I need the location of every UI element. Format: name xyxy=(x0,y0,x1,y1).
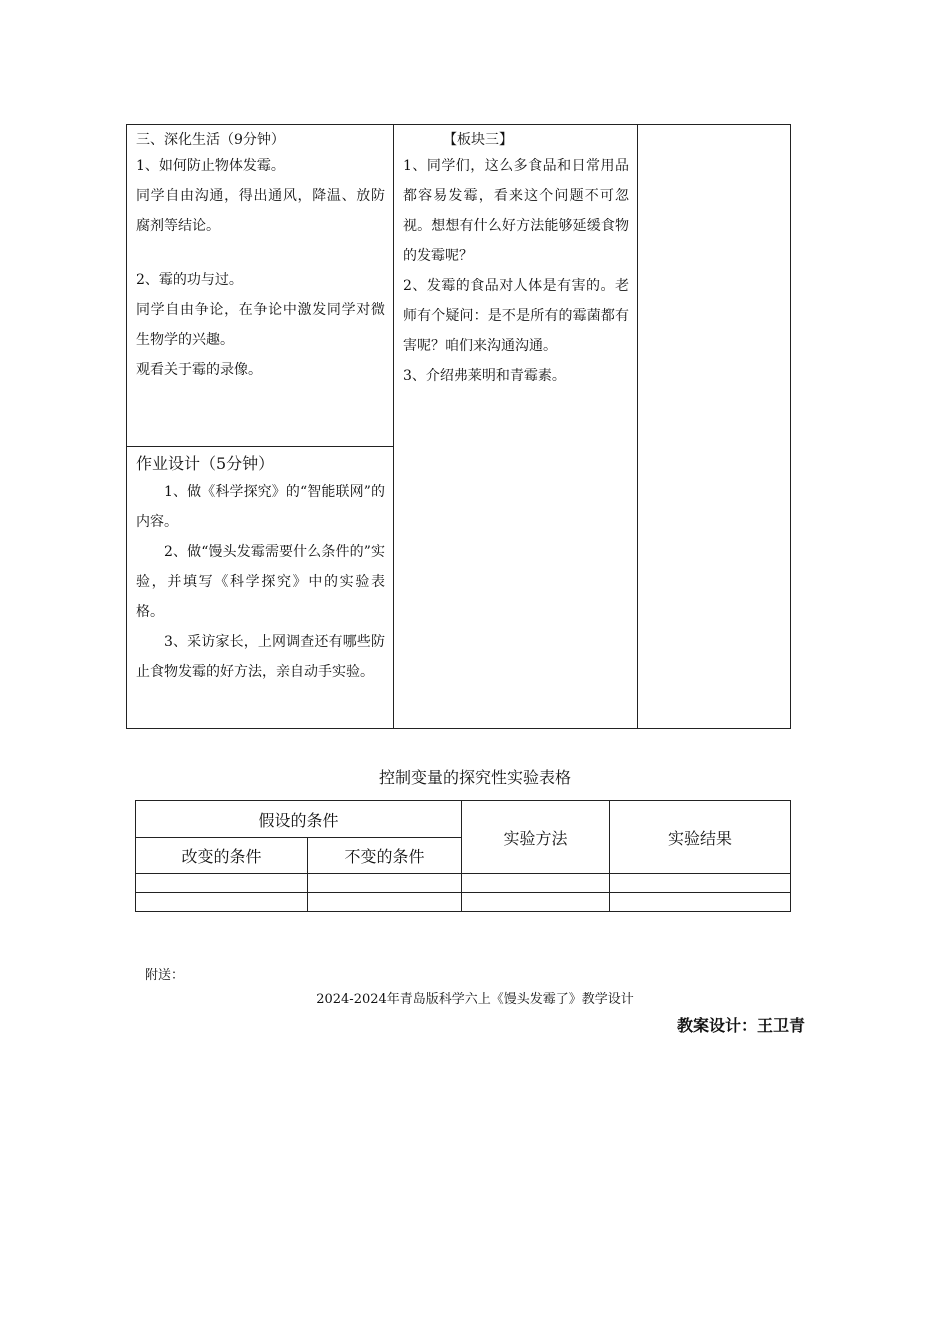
result-header: 实验结果 xyxy=(610,801,791,874)
method-header: 实验方法 xyxy=(462,801,610,874)
empty-cell xyxy=(136,893,308,912)
experiment-table xyxy=(135,800,791,912)
section3-item2-video: 观看关于霉的录像。 xyxy=(136,362,262,378)
block3-item: 2、发霉的食品对人体是有害的。老师有个疑问：是不是所有的霉菌都有害呢？咱们来沟通沟通。 xyxy=(403,278,629,354)
block3-item: 1、同学们，这么多食品和日常用品都容易发霉，看来这个问题不可忽视。想想有什么好方法能够延缓食物的发霉呢？ xyxy=(403,158,629,264)
empty-cell xyxy=(308,893,462,912)
appendix-label: 附送： xyxy=(145,968,185,983)
designer-credit: 教案设计：王卫青 xyxy=(676,1016,805,1035)
lesson-plan-table xyxy=(126,124,791,729)
block3-cell xyxy=(394,125,638,729)
homework-title: 作业设计（5分钟） xyxy=(136,454,275,473)
homework-item: 1、做《科学探究》的“智能联网”的内容。 xyxy=(136,484,385,530)
homework-item: 2、做“馒头发霉需要什么条件的”实验，并填写《科学探究》中的实验表格。 xyxy=(136,544,385,620)
notes-cell xyxy=(638,125,791,729)
section3-item1: 1、如何防止物体发霉。 xyxy=(136,158,285,174)
empty-cell xyxy=(308,874,462,893)
section3-item1-desc: 同学自由沟通，得出通风，降温、放防腐剂等结论。 xyxy=(136,188,385,234)
section3-item2-desc: 同学自由争论，在争论中激发同学对微生物学的兴趣。 xyxy=(136,302,385,348)
empty-cell xyxy=(462,874,610,893)
section3-item2: 2、霉的功与过。 xyxy=(136,272,243,288)
table-row xyxy=(136,874,791,893)
block3-item: 3、介绍弗莱明和青霉素。 xyxy=(403,368,566,384)
empty-cell xyxy=(462,893,610,912)
block3-title: 【板块三】 xyxy=(443,132,513,148)
table-row xyxy=(136,893,791,912)
homework-cell xyxy=(127,447,394,729)
section3-heading: 三、深化生活（9分钟） xyxy=(136,132,285,148)
empty-cell xyxy=(136,874,308,893)
empty-cell xyxy=(610,874,791,893)
empty-cell xyxy=(610,893,791,912)
document-title: 2024-2024年青岛版科学六上《馒头发霉了》教学设计 xyxy=(316,992,634,1007)
section3-cell xyxy=(127,125,394,447)
hypothesis-header: 假设的条件 xyxy=(136,801,462,838)
changed-condition-header: 改变的条件 xyxy=(136,838,308,874)
experiment-table-title: 控制变量的探究性实验表格 xyxy=(378,768,571,787)
homework-item: 3、采访家长，上网调查还有哪些防止食物发霉的好方法，亲自动手实验。 xyxy=(136,634,385,680)
unchanged-condition-header: 不变的条件 xyxy=(308,838,462,874)
